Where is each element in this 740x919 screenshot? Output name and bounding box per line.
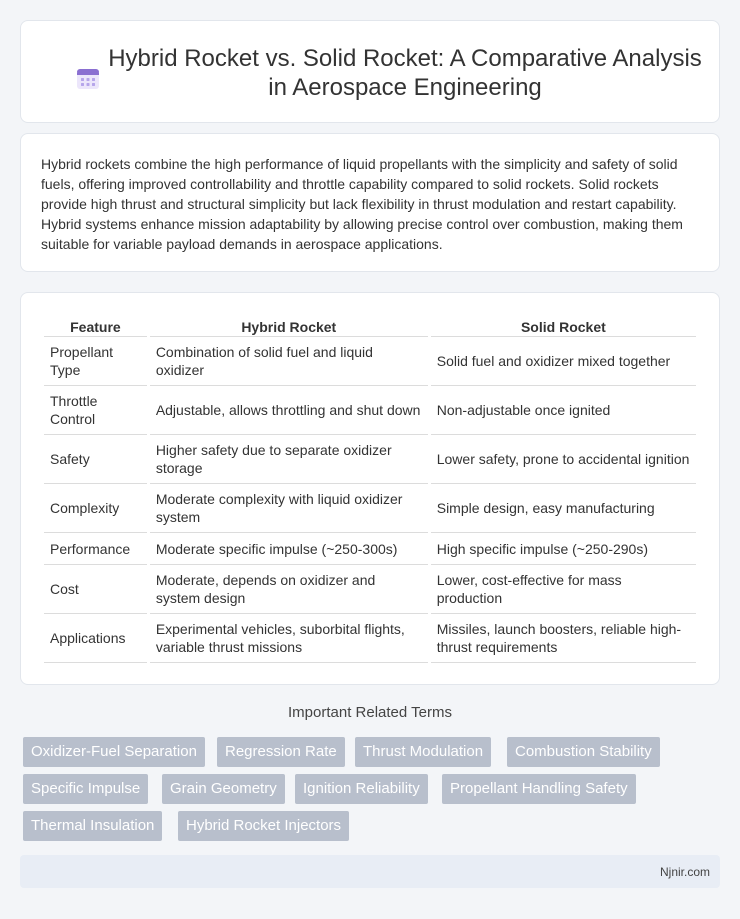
solid-cell: Lower, cost-effective for mass production [431, 565, 696, 614]
title-card [20, 20, 720, 123]
comparison-table [41, 313, 699, 663]
tag-regression-rate[interactable]: Regression Rate [217, 737, 345, 767]
solid-cell: High specific impulse (~250-290s) [431, 533, 696, 565]
hybrid-cell: Combination of solid fuel and liquid oxidizer [150, 337, 428, 386]
solid-cell: Solid fuel and oxidizer mixed together [431, 337, 696, 386]
footer [20, 855, 720, 888]
tag-thrust-modulation[interactable]: Thrust Modulation [355, 737, 491, 767]
solid-cell: Simple design, easy manufacturing [431, 484, 696, 533]
tag-ignition-reliability[interactable]: Ignition Reliability [295, 774, 428, 804]
header-hybrid-rocket: Hybrid Rocket [150, 313, 428, 337]
feature-cell: Safety [44, 435, 147, 484]
feature-cell: Complexity [44, 484, 147, 533]
table-row [44, 533, 696, 565]
hybrid-cell: Experimental vehicles, suborbital flights, variable thrust missions [150, 614, 428, 663]
solid-cell: Non-adjustable once ignited [431, 386, 696, 435]
hybrid-cell: Moderate specific impulse (~250-300s) [150, 533, 428, 565]
tag-propellant-handling-safety[interactable]: Propellant Handling Safety [442, 774, 636, 804]
calendar-grid-icon [76, 67, 100, 91]
tag-hybrid-rocket-injectors[interactable]: Hybrid Rocket Injectors [178, 811, 349, 841]
solid-cell: Missiles, launch boosters, reliable high-thrust requirements [431, 614, 696, 663]
summary-card [20, 133, 720, 272]
tag-grain-geometry[interactable]: Grain Geometry [162, 774, 285, 804]
hybrid-cell: Adjustable, allows throttling and shut down [150, 386, 428, 435]
hybrid-cell: Moderate complexity with liquid oxidizer system [150, 484, 428, 533]
table-row [44, 484, 696, 533]
table-row [44, 435, 696, 484]
header-feature: Feature [44, 313, 147, 337]
related-terms-title: Important Related Terms [288, 704, 452, 721]
page-title: Hybrid Rocket vs. Solid Rocket: A Comparative Analysis in Aerospace Engineering [108, 45, 702, 101]
hybrid-cell: Higher safety due to separate oxidizer storage [150, 435, 428, 484]
solid-cell: Lower safety, prone to accidental ignition [431, 435, 696, 484]
footer-site-link[interactable]: Njnir.com [659, 865, 710, 879]
table-row [44, 337, 696, 386]
tag-thermal-insulation[interactable]: Thermal Insulation [23, 811, 162, 841]
tag-specific-impulse[interactable]: Specific Impulse [23, 774, 148, 804]
table-row [44, 614, 696, 663]
feature-cell: Performance [44, 533, 147, 565]
table-row [44, 565, 696, 614]
summary-paragraph: Hybrid rockets combine the high performance of liquid propellants with the simplicity and safety of solid fuels, offering improved controllability and throttle capability compared to solid rockets. Solid rockets provide high thrust and structural simplicity but lack flexibility in thrust modulation and restart capability. Hybrid systems enhance mission adaptability by allowing precise control over combustion, making them suitable for variable payload demands in aerospace applications. [41, 156, 683, 252]
header-solid-rocket: Solid Rocket [431, 313, 696, 337]
feature-cell: Applications [44, 614, 147, 663]
tag-oxidizer-fuel-separation[interactable]: Oxidizer-Fuel Separation [23, 737, 205, 767]
comparison-table-card [20, 292, 720, 685]
feature-cell: Throttle Control [44, 386, 147, 435]
feature-cell: Propellant Type [44, 337, 147, 386]
tag-combustion-stability[interactable]: Combustion Stability [507, 737, 660, 767]
hybrid-cell: Moderate, depends on oxidizer and system design [150, 565, 428, 614]
feature-cell: Cost [44, 565, 147, 614]
table-row [44, 386, 696, 435]
